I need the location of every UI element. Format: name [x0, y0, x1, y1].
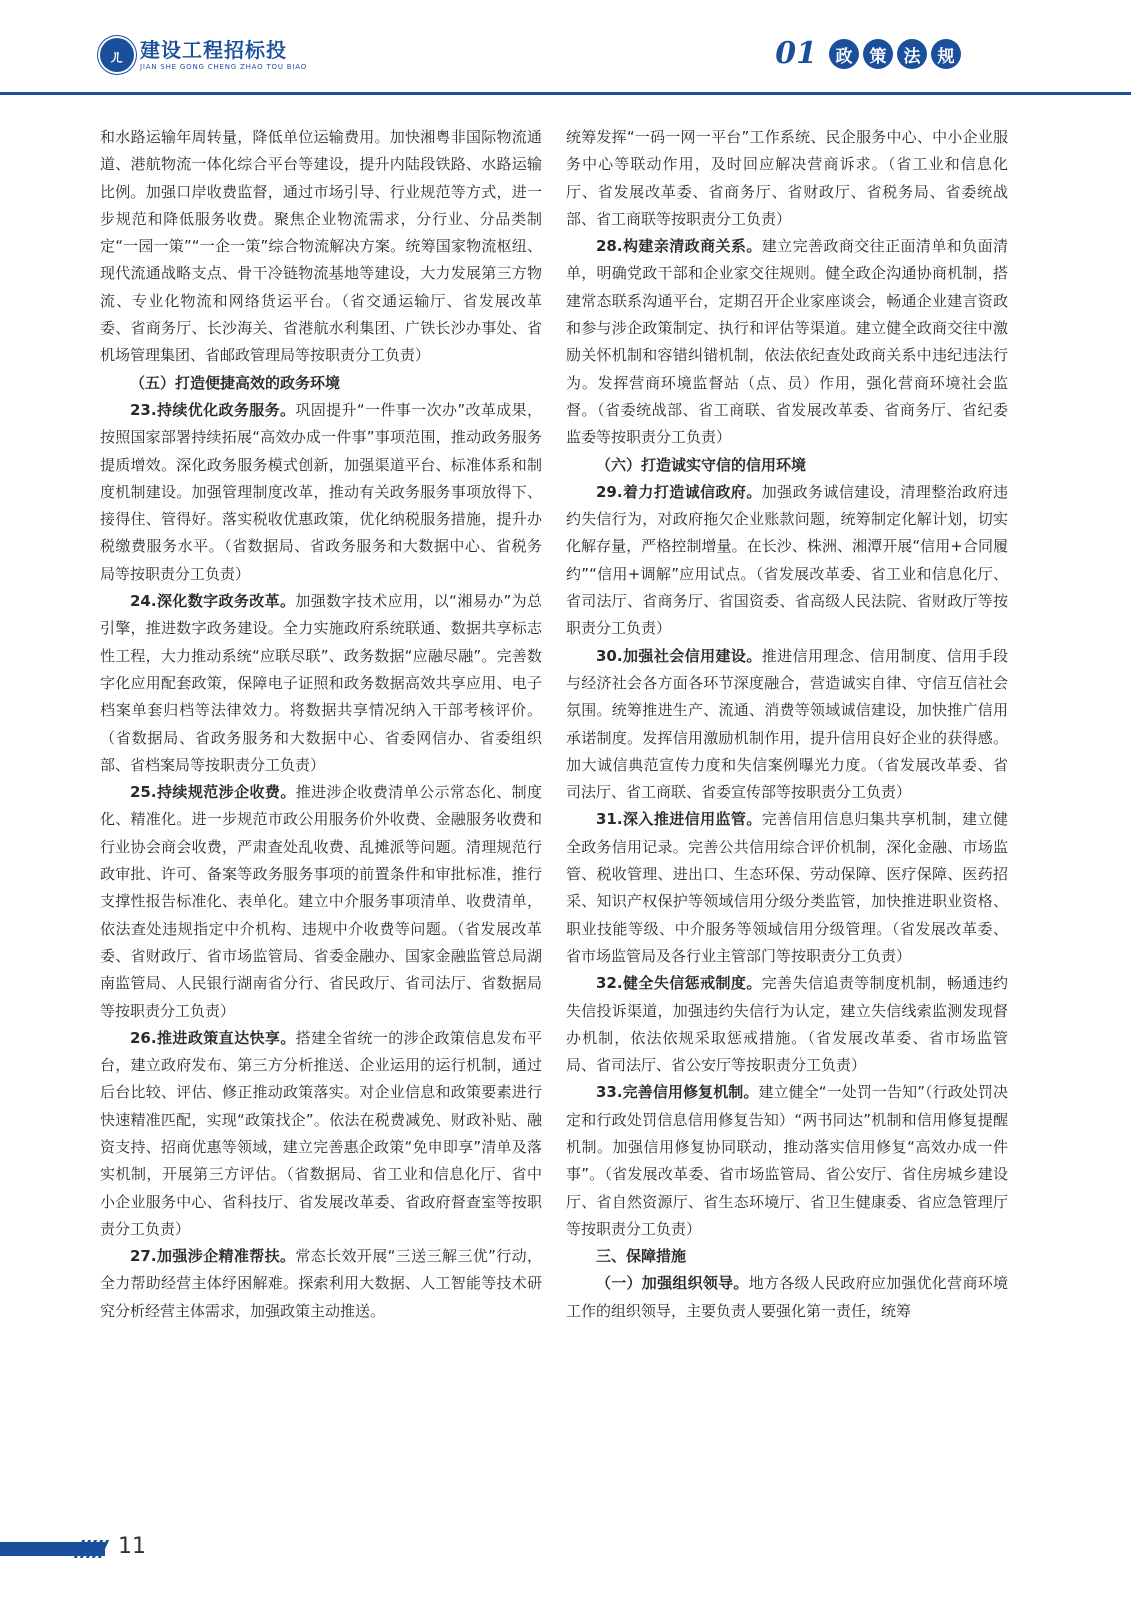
paragraph — [100, 1025, 542, 1243]
paragraph — [566, 479, 1008, 643]
item-title: 25.持续规范涉企收费。 — [130, 783, 296, 802]
item-title: 33.完善信用修复机制。 — [596, 1083, 759, 1102]
page-header — [0, 0, 1131, 110]
section-heading: （六）打造诚实守信的信用环境 — [596, 455, 807, 474]
paragraph-text: 加强政务诚信建设，清理整治政府违约失信行为，对政府拖欠企业账款问题，统筹制定化解计划，切实化解存量，严格控制增量。在长沙、株洲、湘潭开展“信用+合同履约”“信用+调解”应用试点。（省发展改革委、省工业和信息化厅、省司法厅、省商务厅、省国资委、省高级人民法院、省财政厅等按职责分工负责） — [566, 482, 1008, 638]
item-title: 31.深入推进信用监管。 — [596, 810, 762, 829]
paragraph — [566, 970, 1008, 1079]
section-char: 策 — [863, 39, 893, 69]
page-number: 11 — [118, 1534, 146, 1559]
paragraph — [566, 124, 1008, 233]
section-char: 规 — [931, 39, 961, 69]
left-column — [100, 124, 542, 1325]
item-title: 23.持续优化政务服务。 — [130, 400, 296, 419]
paragraph — [100, 779, 542, 1025]
section-tag — [775, 36, 961, 72]
paragraph-text: 巩固提升“一件事一次办”改革成果，按照国家部署持续拓展“高效办成一件事”事项范围，推动政务服务提质增效。深化政务服务模式创新，加强渠道平台、标准体系和制度机制建设。加强管理制度改革，推动有关政务服务事项放得下、接得住、管得好。落实税收优惠政策，优化纳税服务措施，提升办税缴费服务水平。（省数据局、省政务服务和大数据中心、省税务局等按职责分工负责） — [100, 400, 542, 583]
section-heading: （五）打造便捷高效的政务环境 — [130, 373, 341, 392]
page-footer — [0, 1528, 1131, 1568]
publication-brand — [140, 38, 307, 72]
paragraph — [100, 124, 542, 370]
header-divider — [0, 92, 1131, 95]
item-title: 30.加强社会信用建设。 — [596, 646, 762, 665]
paragraph-text: 和水路运输年周转量，降低单位运输费用。加快湘粤非国际物流通道、港航物流一体化综合平台等建设，提升内陆段铁路、水路运输比例。加强口岸收费监督，通过市场引导、行业规范等方式，进一步规范和降低服务收费。聚焦企业物流需求，分行业、分品类制定“一园一策”“一企一策”综合物流解决方案。统筹国家物流枢纽、现代流通战略支点、骨干冷链物流基地等建设，大力发展第三方物流、专业化物流和网络货运平台。（省交通运输厅、省发展改革委、省商务厅、长沙海关、省港航水利集团、广铁长沙办事处、省机场管理集团、省邮政管理局等按职责分工负责） — [100, 128, 542, 365]
paragraph-text: 建立健全“一处罚一告知”（行政处罚决定和行政处罚信息信用修复告知）“两书同达”机制和信用修复提醒机制。加强信用修复协同联动，推动落实信用修复“高效办成一件事”。（省发展改革委、省市场监管局、省公安厅、省住房城乡建设厅、省自然资源厅、省生态环境厅、省卫生健康委、省应急管理厅等按职责分工负责） — [566, 1083, 1008, 1238]
paragraph — [566, 233, 1008, 451]
paragraph-text: 建立完善政商交往正面清单和负面清单，明确党政干部和企业家交往规则。健全政企沟通协商机制，搭建常态联系沟通平台，定期召开企业家座谈会，畅通企业建言资政和参与涉企政策制定、执行和评估等渠道。建立健全政商交往中激励关怀机制和容错纠错机制，依法依纪查处政商关系中违纪违法行为。发挥营商环境监督站（点、员）作用，强化营商环境社会监督。（省委统战部、省工商联、省发展改革委、省商务厅、省纪委监委等按职责分工负责） — [566, 237, 1008, 447]
item-title: 26.推进政策直达快享。 — [130, 1028, 296, 1047]
footer-stripes — [78, 1540, 108, 1558]
paragraph-text: 常态长效开展“三送三解三优”行动，全力帮助经营主体纾困解难。探索利用大数据、人工智能等技术研究分析经营主体需求，加强政策主动推送。 — [100, 1247, 542, 1320]
paragraph — [100, 397, 542, 588]
paragraph — [100, 1243, 542, 1325]
paragraph-text: 统筹发挥“一码一网一平台”工作系统、民企服务中心、中小企业服务中心等联动作用，及时回应解决营商诉求。（省工业和信息化厅、省发展改革委、省商务厅、省财政厅、省税务局、省委统战部、省工商联等按职责分工负责） — [566, 128, 1008, 228]
right-column — [566, 124, 1008, 1325]
paragraph-text: 地方各级人民政府应加强优化营商环境工作的组织领导，主要负责人要强化第一责任，统筹 — [566, 1274, 1008, 1320]
paragraph — [566, 643, 1008, 807]
paragraph — [566, 806, 1008, 970]
item-title: （一）加强组织领导。 — [596, 1274, 749, 1293]
paragraph-text: 搭建全省统一的涉企政策信息发布平台，建立政府发布、第三方分析推送、企业运用的运行机制，通过后台比较、评估、修正推动政策落实。对企业信息和政策要素进行快速精准匹配，实现“政策找企”。依法在税费减免、财政补贴、融资支持、招商优惠等领域，建立完善惠企政策“免申即享”清单及落实机制，开展第三方评估。（省数据局、省工业和信息化厅、省中小企业服务中心、省科技厅、省发展改革委、省政府督查室等按职责分工负责） — [100, 1028, 542, 1238]
paragraph-text: 推进涉企收费清单公示常态化、制度化、精准化。进一步规范市政公用服务价外收费、金融服务收费和行业协会商会收费，严肃查处乱收费、乱摊派等问题。清理规范行政审批、许可、备案等政务服务事项的前置条件和审批标准，推行支撑性报告标准化、表单化。建立中介服务事项清单、收费清单，依法查处违规指定中介机构、违规中介收费等问题。（省发展改革委、省财政厅、省市场监管局、省委金融办、国家金融监管总局湖南监管局、人民银行湖南省分行、省民政厅、省司法厅、省数据局等按职责分工负责） — [100, 783, 542, 1020]
section-heading: 三、保障措施 — [596, 1247, 687, 1266]
item-title: 27.加强涉企精准帮扶。 — [130, 1247, 296, 1266]
item-title: 32.健全失信惩戒制度。 — [596, 974, 762, 993]
paragraph-text: 加强数字技术应用，以“湘易办”为总引擎，推进数字政务建设。全力实施政府系统联通、数据共享标志性工程，大力推动系统“应联尽联”、政务数据“应融尽融”。完善数字化应用配套政策，保障电子证照和政务数据高效共享应用、电子档案单套归档等法律效力。将数据共享情况纳入干部考核评价。（省数据局、省政务服务和大数据中心、省委网信办、省委组织部、省档案局等按职责分工负责） — [100, 592, 542, 774]
paragraph — [100, 588, 542, 779]
paragraph-text: 完善失信追责等制度机制，畅通违约失信投诉渠道，加强违约失信行为认定，建立失信线索监测发现督办机制，依法依规采取惩戒措施。（省发展改革委、省市场监管局、省司法厅、省公安厅等按职责分工负责） — [566, 974, 1008, 1075]
item-title: 29.着力打造诚信政府。 — [596, 482, 762, 501]
paragraph — [566, 1270, 1008, 1325]
paragraph — [566, 1079, 1008, 1243]
publication-title: 建设工程招标投 — [140, 38, 287, 62]
section-char: 政 — [829, 39, 859, 69]
paragraph-text: 推进信用理念、信用制度、信用手段与经济社会各方面各环节深度融合，营造诚实自律、守信互信社会氛围。统筹推进生产、流通、消费等领域诚信建设，加快推广信用承诺制度。发挥信用激励机制作用，提升信用良好企业的获得感。加大诚信典范宣传力度和失信案例曝光力度。（省发展改革委、省司法厅、省工商联、省委宣传部等按职责分工负责） — [566, 646, 1008, 802]
section-char: 法 — [897, 39, 927, 69]
item-title: 24.深化数字政务改革。 — [130, 592, 296, 611]
paragraph-text: 完善信用信息归集共享机制，建立健全政务信用记录。完善公共信用综合评价机制，深化金融、市场监管、税收管理、进出口、生态环保、劳动保障、医疗保障、医药招采、知识产权保护等领域信用分级分类监管，加快推进职业资格、职业技能等级、中介服务等领域信用分级管理。（省发展改革委、省市场监管局及各行业主管部门等按职责分工负责） — [566, 810, 1008, 965]
publication-subtitle: JIAN SHE GONG CHENG ZHAO TOU BIAO — [140, 63, 308, 71]
section-number: 01 — [775, 36, 817, 71]
publication-logo-icon: ㄦ — [100, 38, 134, 72]
item-title: 28.构建亲清政商关系。 — [596, 237, 762, 256]
